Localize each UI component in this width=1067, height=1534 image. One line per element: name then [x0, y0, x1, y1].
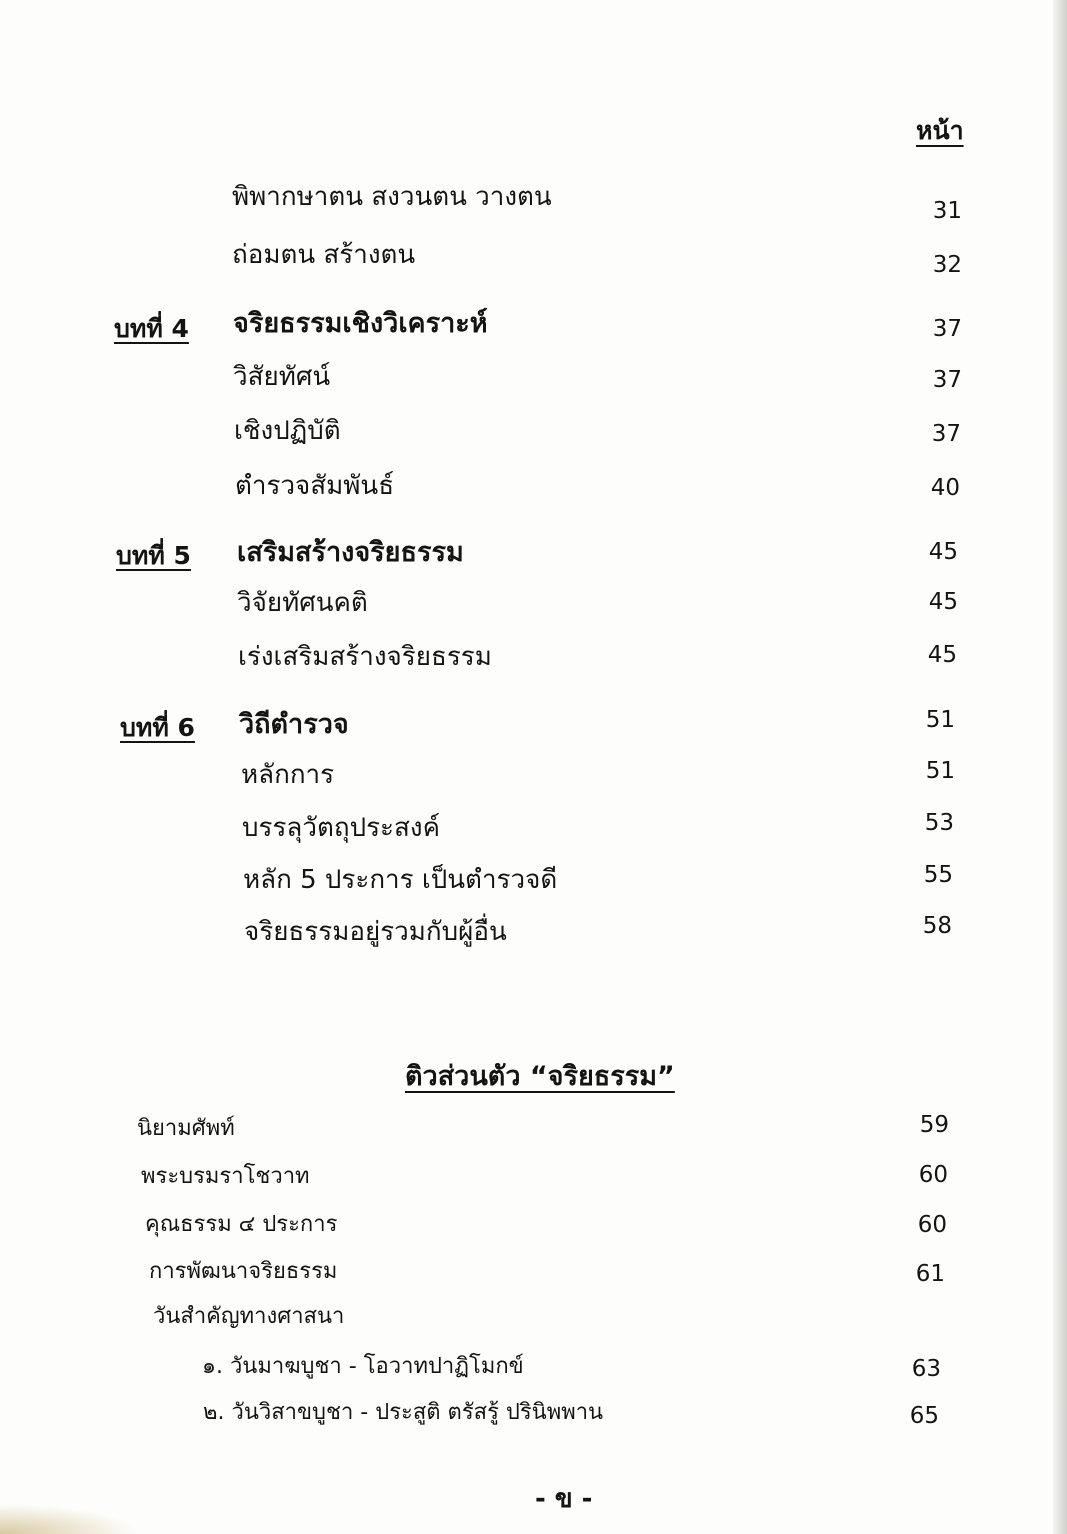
section-title: ติวส่วนตัว “จริยธรรม”: [405, 1061, 675, 1092]
toc-entry-title: พิพากษาตน สงวนตน วางตน: [232, 182, 552, 212]
page-column-header: หน้า: [916, 116, 964, 145]
tutorial-entry-title: คุณธรรม ๔ ประการ: [145, 1212, 338, 1237]
page-edge-shadow: [1053, 0, 1067, 1534]
tutorial-entry-title: นิยามศัพท์: [137, 1116, 235, 1141]
toc-entry-page: 51: [925, 758, 955, 784]
toc-entry-page: 53: [924, 810, 954, 836]
toc-entry-title: จริยธรรมอยู่รวมกับผู้อื่น: [244, 917, 507, 947]
toc-entry-page: 32: [932, 252, 962, 278]
toc-entry-title: ถ่อมตน สร้างตน: [232, 240, 416, 270]
tutorial-subentry-title: ๑. วันมาฆบูชา - โอวาทปาฏิโมกข์: [202, 1354, 524, 1379]
toc-entry-page: 58: [922, 913, 952, 939]
toc-entry-page: 45: [928, 589, 958, 615]
tutorial-subentry-page: 65: [909, 1403, 939, 1429]
toc-entry-page: 45: [927, 642, 957, 668]
tutorial-entry-page: 60: [917, 1212, 947, 1238]
chapter-6-title: วิถีตำรวจ: [239, 709, 349, 740]
toc-entry-title: บรรลุวัตถุประสงค์: [242, 813, 440, 843]
tutorial-entry-title: การพัฒนาจริยธรรม: [149, 1259, 338, 1284]
page-corner-shadow: [0, 1504, 140, 1534]
tutorial-subentry-title: ๒. วันวิสาขบูชา - ประสูติ ตรัสรู้ ปรินิพพาน: [203, 1400, 604, 1425]
tutorial-entry-page: 60: [918, 1162, 948, 1188]
toc-entry-title: เชิงปฏิบัติ: [234, 416, 341, 446]
chapter-5-page: 45: [928, 539, 958, 565]
chapter-4-page: 37: [932, 316, 962, 342]
chapter-4-label: บทที่ 4: [114, 314, 189, 343]
toc-entry-page: 55: [923, 862, 953, 888]
toc-entry-page: 37: [931, 421, 961, 447]
tutorial-entry-page: 59: [919, 1112, 949, 1138]
toc-entry-page: 40: [930, 475, 960, 501]
chapter-6-page: 51: [925, 707, 955, 733]
chapter-5-title: เสริมสร้างจริยธรรม: [237, 537, 464, 568]
toc-entry-page: 37: [932, 367, 962, 393]
tutorial-entry-title: พระบรมราโชวาท: [141, 1164, 310, 1189]
toc-entry-title: เร่งเสริมสร้างจริยธรรม: [238, 642, 492, 672]
chapter-5-label: บทที่ 5: [116, 541, 191, 570]
toc-entry-title: ตำรวจสัมพันธ์: [235, 471, 395, 501]
tutorial-entry-title: วันสำคัญทางศาสนา: [153, 1304, 345, 1329]
chapter-6-label: บทที่ 6: [120, 713, 195, 742]
page-folio: - ข -: [535, 1484, 593, 1514]
toc-entry-title: หลักการ: [241, 760, 335, 790]
tutorial-subentry-page: 63: [911, 1356, 941, 1382]
chapter-4-title: จริยธรรมเชิงวิเคราะห์: [233, 308, 488, 339]
tutorial-entry-page: 61: [915, 1261, 945, 1287]
toc-entry-title: วิสัยทัศน์: [233, 362, 331, 392]
toc-entry-page: 31: [932, 198, 962, 224]
toc-entry-title: หลัก 5 ประการ เป็นตำรวจดี: [243, 865, 558, 895]
toc-entry-title: วิจัยทัศนคติ: [237, 588, 368, 618]
